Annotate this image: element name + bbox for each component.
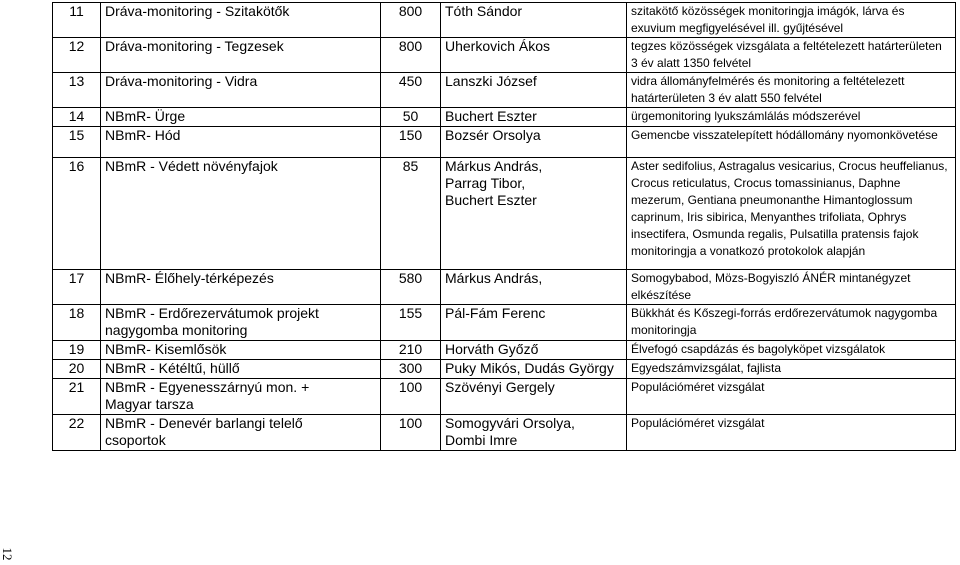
responsible-person: Buchert Eszter [441, 108, 627, 127]
project-value: 155 [381, 305, 441, 341]
table-row [53, 305, 956, 341]
project-value: 300 [381, 360, 441, 379]
project-value: 800 [381, 3, 441, 38]
responsible-person: Tóth Sándor [441, 3, 627, 38]
row-number: 14 [53, 108, 101, 127]
project-description: Bükkhát és Kőszegi-forrás erdőrezervátumok nagygomba monitoringja [627, 305, 956, 341]
responsible-person: Lanszki József [441, 73, 627, 108]
project-value: 450 [381, 73, 441, 108]
row-number: 11 [53, 3, 101, 38]
project-description: vidra állományfelmérés és monitoring a feltételezett határterületen 3 év alatt 550 felvétel [627, 73, 956, 108]
project-table [52, 2, 956, 451]
responsible-person [441, 415, 627, 451]
row-number: 21 [53, 379, 101, 415]
table-row [53, 360, 956, 379]
project-name [101, 415, 381, 451]
project-name: NBmR- Élőhely-térképezés [101, 270, 381, 305]
project-description: Populációméret vizsgálat [627, 415, 956, 451]
row-number: 18 [53, 305, 101, 341]
project-value: 100 [381, 379, 441, 415]
row-number: 22 [53, 415, 101, 451]
row-number: 19 [53, 341, 101, 360]
responsible-person: Márkus András, [441, 270, 627, 305]
project-value: 800 [381, 38, 441, 73]
project-name: NBmR- Kisemlősök [101, 341, 381, 360]
project-name [101, 305, 381, 341]
table-row [53, 270, 956, 305]
project-value: 100 [381, 415, 441, 451]
project-description: tegzes közösségek vizsgálata a feltételezett határterületen 3 év alatt 1350 felvétel [627, 38, 956, 73]
table-row [53, 73, 956, 108]
responsible-person-text: Márkus András, Parrag Tibor, Buchert Eszter [445, 158, 543, 208]
project-name [101, 379, 381, 415]
project-description: Egyedszámvizsgálat, fajlista [627, 360, 956, 379]
responsible-person-text: Somogyvári Orsolya, Dombi Imre [445, 415, 575, 448]
project-name: Dráva-monitoring - Vidra [101, 73, 381, 108]
project-name-text: NBmR - Egyenesszárnyú mon. + Magyar tarsza [105, 379, 310, 412]
project-value: 85 [381, 158, 441, 270]
project-name: NBmR - Kétéltű, hüllő [101, 360, 381, 379]
row-number: 20 [53, 360, 101, 379]
row-number: 16 [53, 158, 101, 270]
table-row [53, 158, 956, 270]
project-description: ürgemonitoring lyukszámlálás módszerével [627, 108, 956, 127]
project-description: Somogybabod, Mözs-Bogyiszló ÁNÉR mintanégyzet elkészítése [627, 270, 956, 305]
table-row [53, 415, 956, 451]
row-number: 17 [53, 270, 101, 305]
project-name: NBmR - Védett növényfajok [101, 158, 381, 270]
table-row [53, 127, 956, 158]
responsible-person: Szövényi Gergely [441, 379, 627, 415]
project-name-text: NBmR - Denevér barlangi telelő csoportok [105, 415, 303, 448]
row-number: 13 [53, 73, 101, 108]
table-row [53, 38, 956, 73]
project-description: Élvefogó csapdázás és bagolyköpet vizsgálatok [627, 341, 956, 360]
project-name-text: NBmR - Erdőrezervátumok projekt nagygomba monitoring [105, 305, 319, 338]
project-description: szitakötő közösségek monitoringja imágók, lárva és exuvium megfigyelésével ill. gyűjtésével [627, 3, 956, 38]
project-name: Dráva-monitoring - Szitakötők [101, 3, 381, 38]
project-name: NBmR- Hód [101, 127, 381, 158]
project-value: 50 [381, 108, 441, 127]
project-description: Populációméret vizsgálat [627, 379, 956, 415]
row-number: 12 [53, 38, 101, 73]
project-value: 580 [381, 270, 441, 305]
page-number: 12 [0, 547, 15, 561]
responsible-person: Bozsér Orsolya [441, 127, 627, 158]
project-value: 210 [381, 341, 441, 360]
responsible-person: Horváth Győző [441, 341, 627, 360]
responsible-person: Pál-Fám Ferenc [441, 305, 627, 341]
responsible-person: Puky Mikós, Dudás György [441, 360, 627, 379]
table-row [53, 341, 956, 360]
table-row [53, 108, 956, 127]
project-name: NBmR- Ürge [101, 108, 381, 127]
project-description: Aster sedifolius, Astragalus vesicarius, Crocus heuffelianus, Crocus reticulatus, Crocus tomassinianus, Daphne mezerum, Gentiana pneumonanthe Himantoglossum caprinum, Iris sibirica, Menyanthes trifoliata, Ophrys insectifera, Osmunda regalis, Pulsatilla pratensis fajok monitoringja a vonatkozó protokolok alapján [627, 158, 956, 270]
project-value: 150 [381, 127, 441, 158]
project-name: Dráva-monitoring - Tegzesek [101, 38, 381, 73]
row-number: 15 [53, 127, 101, 158]
project-description: Gemencbe visszatelepített hódállomány nyomonkövetése [627, 127, 956, 158]
table-row [53, 3, 956, 38]
responsible-person: Uherkovich Ákos [441, 38, 627, 73]
table-row [53, 379, 956, 415]
responsible-person [441, 158, 627, 270]
